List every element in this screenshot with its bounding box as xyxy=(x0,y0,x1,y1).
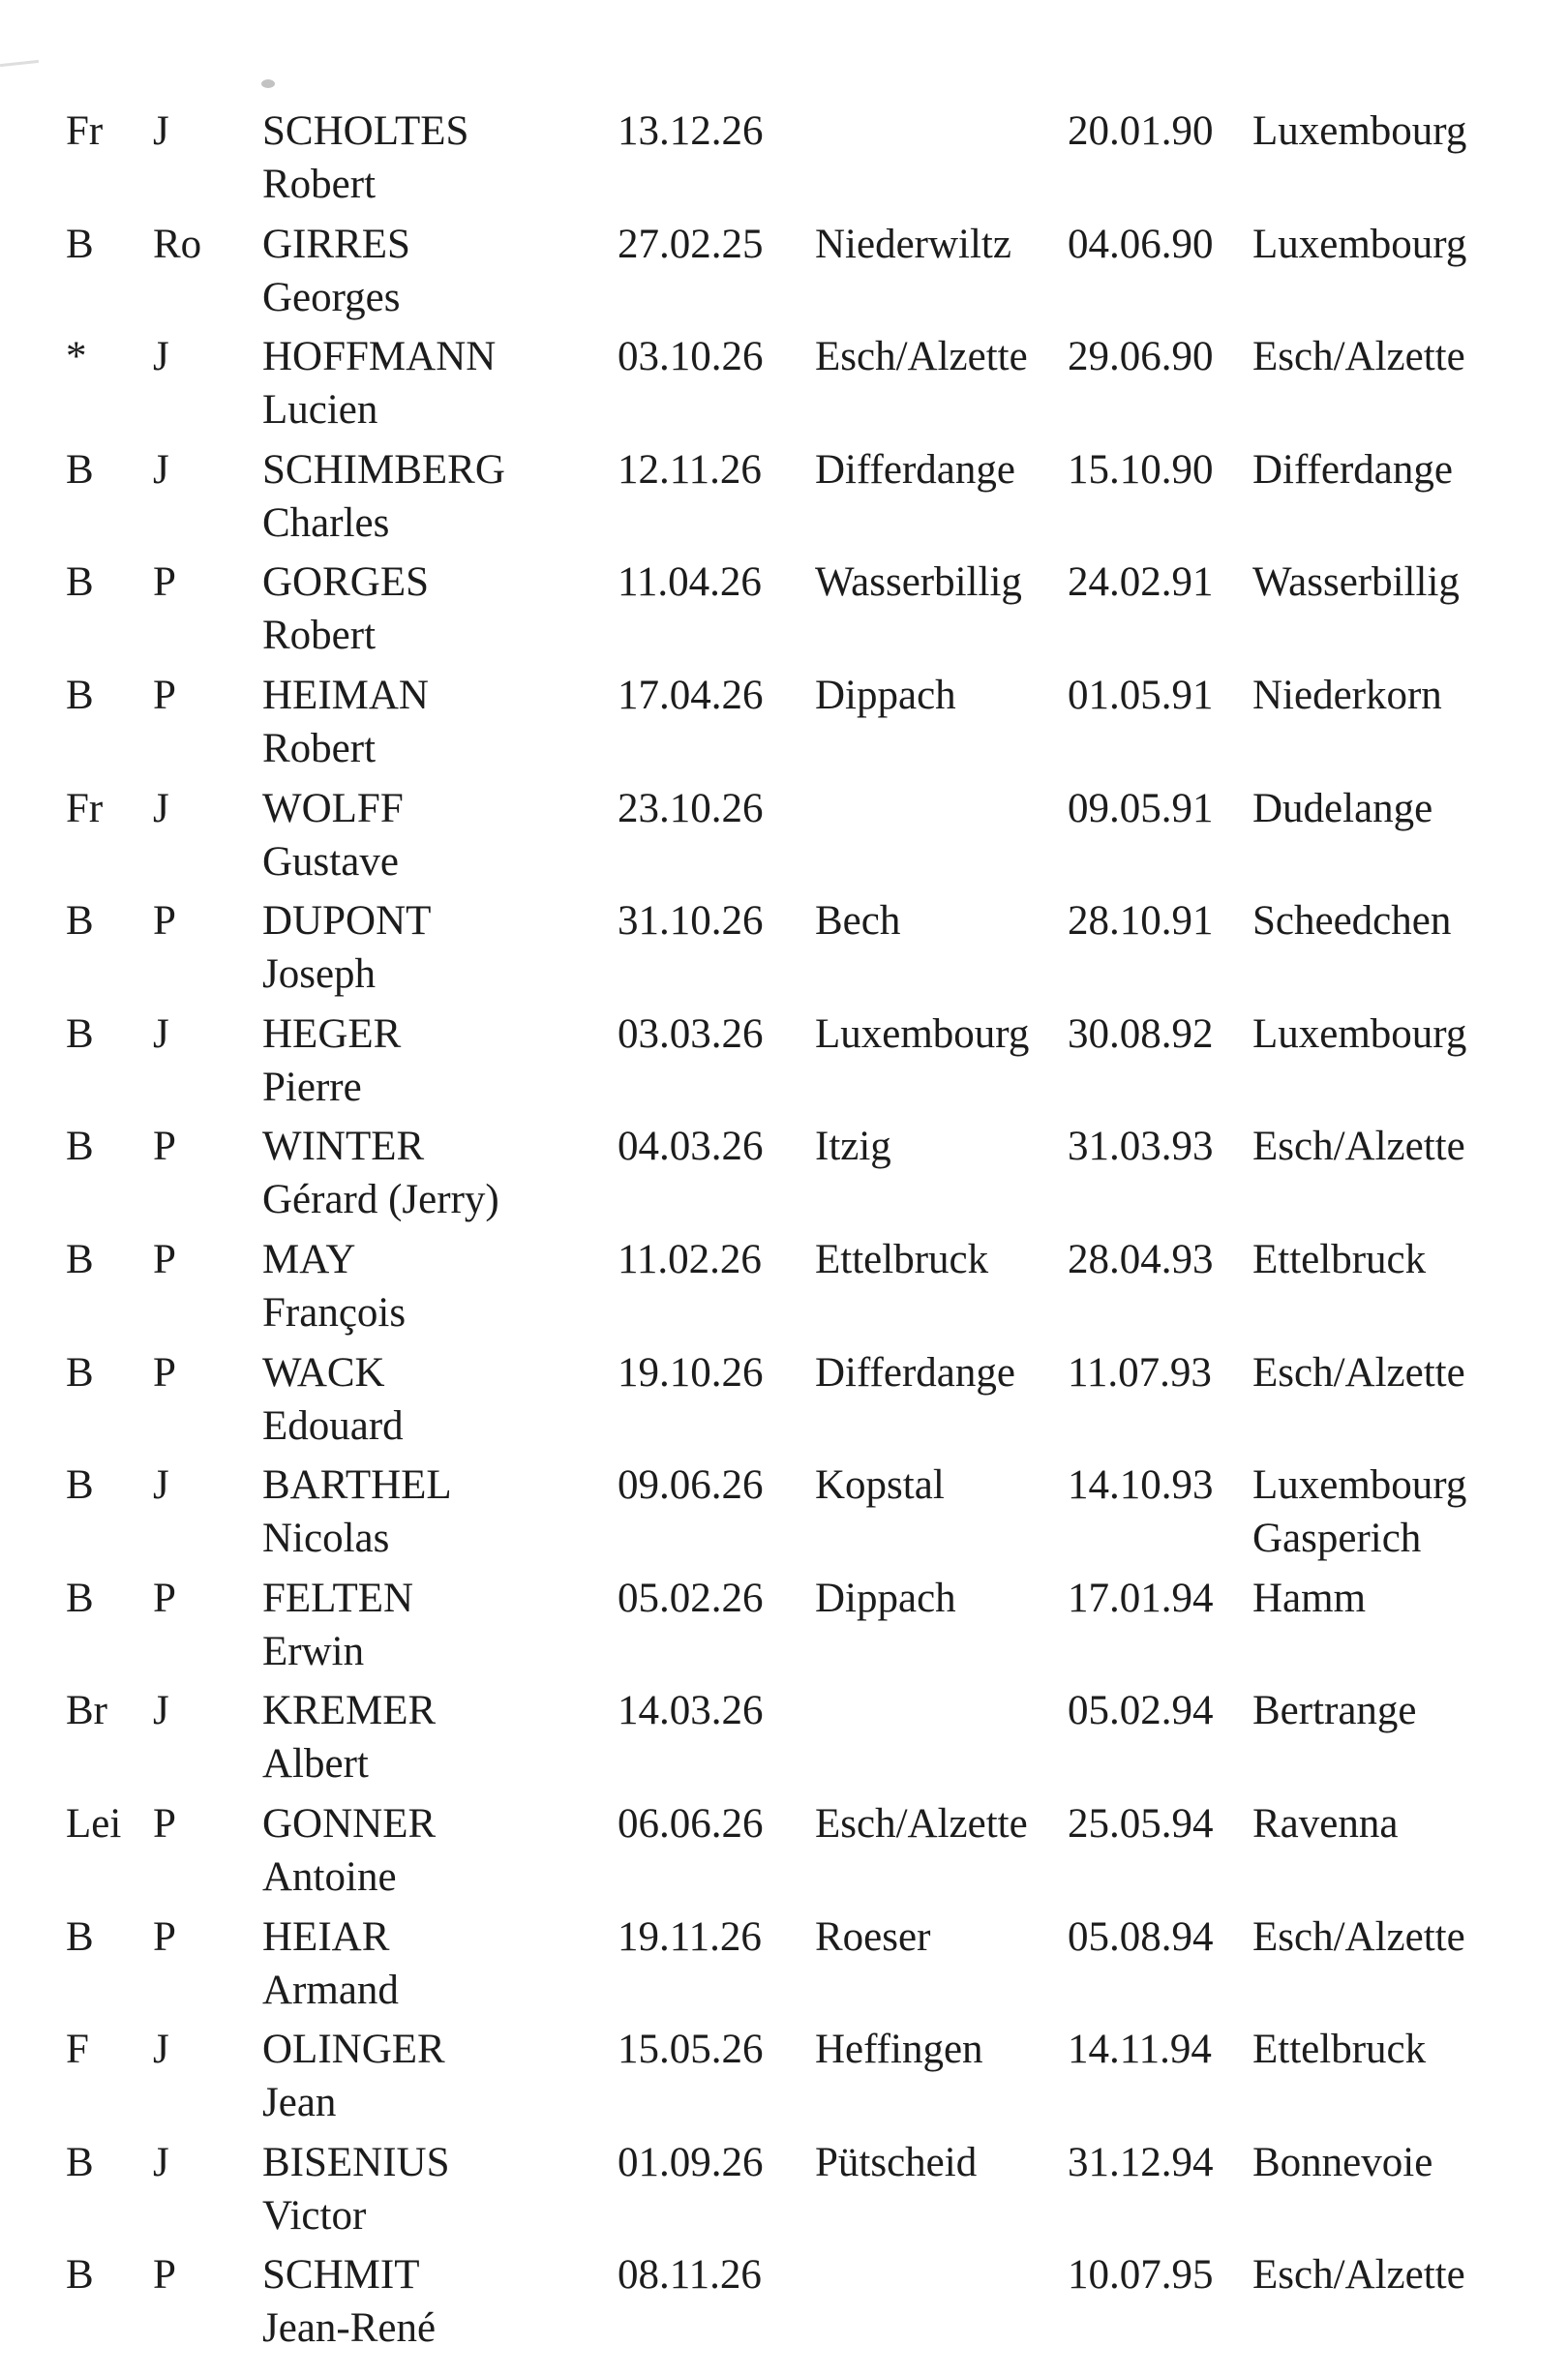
entry-firstname: Jean xyxy=(262,2080,337,2126)
entry-role: J xyxy=(153,446,169,493)
entry-role: J xyxy=(153,2027,169,2073)
entry-birth-date: 09.06.26 xyxy=(618,1462,764,1509)
entry-code: B xyxy=(66,673,94,718)
entry-code: B xyxy=(66,559,94,606)
entry-death-date: 14.10.93 xyxy=(1068,1462,1214,1509)
entry-surname: WACK xyxy=(262,1349,385,1396)
entry-firstname: Jean-René xyxy=(262,2305,437,2352)
record-row xyxy=(0,218,1568,330)
entry-firstname: Joseph xyxy=(262,951,377,998)
entry-birth-place: Dippach xyxy=(815,1575,956,1621)
entry-firstname: Erwin xyxy=(262,1628,365,1674)
entry-firstname: Lucien xyxy=(262,387,378,434)
entry-death-date: 30.08.92 xyxy=(1068,1010,1214,1057)
entry-code: Br xyxy=(66,1688,107,1734)
record-row xyxy=(0,556,1568,668)
entry-death-date: 20.01.90 xyxy=(1068,108,1214,154)
entry-firstname: Albert xyxy=(262,1741,369,1788)
entry-firstname: Gustave xyxy=(262,838,399,885)
entry-birth-date: 12.11.26 xyxy=(618,446,762,493)
entry-death-place: Ettelbruck xyxy=(1252,2027,1427,2073)
entry-code: B xyxy=(66,2139,94,2185)
record-row xyxy=(0,1233,1568,1345)
entry-death-place: Ettelbruck xyxy=(1252,1237,1427,1282)
entry-birth-place: Niederwiltz xyxy=(815,221,1011,267)
record-row xyxy=(0,1346,1568,1459)
entry-firstname: Georges xyxy=(262,274,401,320)
entry-death-place: Dudelange xyxy=(1252,785,1433,831)
entry-code: B xyxy=(66,1575,94,1621)
entry-firstname: Robert xyxy=(262,613,377,659)
entry-birth-place: Differdange xyxy=(815,446,1015,493)
entry-code: B xyxy=(66,221,94,267)
entry-code: * xyxy=(66,334,87,380)
entry-death-place: Esch/Alzette xyxy=(1252,1124,1465,1170)
entry-surname: GORGES xyxy=(262,559,430,606)
entry-surname: BARTHEL xyxy=(262,1462,452,1509)
entry-birth-place: Pütscheid xyxy=(815,2139,978,2185)
record-row xyxy=(0,1008,1568,1120)
entry-birth-date: 23.10.26 xyxy=(618,785,764,831)
entry-death-place: Bertrange xyxy=(1252,1688,1417,1734)
entry-firstname: Victor xyxy=(262,2192,367,2239)
entry-death-place: Esch/Alzette xyxy=(1252,1913,1465,1960)
record-row xyxy=(0,330,1568,442)
entry-role: P xyxy=(153,559,176,606)
entry-death-date: 10.07.95 xyxy=(1068,2252,1214,2299)
entry-code: B xyxy=(66,1124,94,1170)
record-row xyxy=(0,1120,1568,1232)
record-row xyxy=(0,894,1568,1007)
entry-surname: WINTER xyxy=(262,1124,425,1170)
entry-code: B xyxy=(66,1913,94,1960)
entry-firstname: Armand xyxy=(262,1967,399,2013)
entry-birth-date: 03.10.26 xyxy=(618,334,764,380)
entry-death-date: 01.05.91 xyxy=(1068,673,1214,718)
entry-role: P xyxy=(153,1801,176,1847)
entry-code: Fr xyxy=(66,108,104,154)
entry-death-place: Luxembourg xyxy=(1252,221,1467,267)
entry-firstname: Antoine xyxy=(262,1854,397,1900)
entry-birth-date: 13.12.26 xyxy=(618,108,764,154)
record-row xyxy=(0,669,1568,781)
entry-birth-date: 08.11.26 xyxy=(618,2252,762,2299)
entry-role: Ro xyxy=(153,221,202,267)
entry-death-place: Wasserbillig xyxy=(1252,559,1460,606)
entry-death-date: 15.10.90 xyxy=(1068,446,1214,493)
entry-birth-date: 19.11.26 xyxy=(618,1913,762,1960)
entry-birth-place: Heffingen xyxy=(815,2027,983,2073)
entry-death-date: 04.06.90 xyxy=(1068,221,1214,267)
entry-code: B xyxy=(66,1462,94,1509)
entry-birth-place: Esch/Alzette xyxy=(815,334,1028,380)
entry-death-place: Niederkorn xyxy=(1252,673,1442,718)
entry-birth-date: 11.04.26 xyxy=(618,559,762,606)
entry-death-place: Esch/Alzette xyxy=(1252,1349,1465,1396)
entry-death-date: 05.02.94 xyxy=(1068,1688,1214,1734)
entry-role: P xyxy=(153,1913,176,1960)
entry-birth-date: 27.02.25 xyxy=(618,221,764,267)
entry-death-place: Esch/Alzette xyxy=(1252,334,1465,380)
entry-code: B xyxy=(66,1237,94,1282)
entry-birth-place: Esch/Alzette xyxy=(815,1801,1028,1847)
entry-death-date: 05.08.94 xyxy=(1068,1913,1214,1960)
entry-birth-place: Itzig xyxy=(815,1124,891,1170)
entry-birth-place: Dippach xyxy=(815,673,956,718)
entry-role: J xyxy=(153,108,169,154)
entry-surname: DUPONT xyxy=(262,898,432,945)
entry-birth-date: 06.06.26 xyxy=(618,1801,764,1847)
entry-role: J xyxy=(153,1010,169,1057)
entry-code: B xyxy=(66,1010,94,1057)
entry-death-place-2: Gasperich xyxy=(1252,1516,1422,1562)
entry-death-place: Differdange xyxy=(1252,446,1453,493)
entry-birth-date: 17.04.26 xyxy=(618,673,764,718)
entry-surname: HEIMAN xyxy=(262,673,429,718)
entry-code: Fr xyxy=(66,785,104,831)
entry-surname: FELTEN xyxy=(262,1575,414,1621)
entry-birth-place: Kopstal xyxy=(815,1462,945,1509)
entry-birth-date: 04.03.26 xyxy=(618,1124,764,1170)
entry-death-date: 28.10.91 xyxy=(1068,898,1214,945)
entry-surname: BISENIUS xyxy=(262,2139,450,2185)
entry-birth-place: Roeser xyxy=(815,1913,931,1960)
entry-death-date: 28.04.93 xyxy=(1068,1237,1214,1282)
entry-code: B xyxy=(66,1349,94,1396)
entry-death-date: 25.05.94 xyxy=(1068,1801,1214,1847)
entry-role: P xyxy=(153,1124,176,1170)
entry-firstname: Charles xyxy=(262,499,390,546)
entry-code: B xyxy=(66,446,94,493)
entry-death-place: Ravenna xyxy=(1252,1801,1399,1847)
entry-birth-date: 19.10.26 xyxy=(618,1349,764,1396)
entry-firstname: Edouard xyxy=(262,1402,404,1449)
entry-surname: GONNER xyxy=(262,1801,437,1847)
entry-death-place: Hamm xyxy=(1252,1575,1367,1621)
entry-death-date: 31.03.93 xyxy=(1068,1124,1214,1170)
entry-birth-place: Bech xyxy=(815,898,901,945)
entry-death-place: Luxembourg xyxy=(1252,1010,1467,1057)
entry-surname: HEGER xyxy=(262,1010,402,1057)
entry-firstname: Robert xyxy=(262,726,377,771)
entry-death-place: Scheedchen xyxy=(1252,898,1452,945)
entry-birth-date: 03.03.26 xyxy=(618,1010,764,1057)
entry-birth-date: 11.02.26 xyxy=(618,1237,762,1282)
record-row xyxy=(0,1797,1568,1910)
entry-death-date: 11.07.93 xyxy=(1068,1349,1212,1396)
entry-firstname: François xyxy=(262,1290,407,1336)
entry-surname: OLINGER xyxy=(262,2027,445,2073)
entry-death-place: Luxembourg xyxy=(1252,1462,1467,1509)
record-row xyxy=(0,1459,1568,1571)
entry-role: P xyxy=(153,1575,176,1621)
entry-firstname: Pierre xyxy=(262,1064,362,1110)
entry-death-date: 14.11.94 xyxy=(1068,2027,1212,2073)
entry-surname: SCHMIT xyxy=(262,2252,420,2299)
entry-role: P xyxy=(153,673,176,718)
entry-role: J xyxy=(153,785,169,831)
entry-surname: HEIAR xyxy=(262,1913,390,1960)
record-row xyxy=(0,1684,1568,1796)
entry-surname: KREMER xyxy=(262,1688,437,1734)
entry-birth-place: Differdange xyxy=(815,1349,1015,1396)
entry-code: Lei xyxy=(66,1801,122,1847)
entry-birth-date: 05.02.26 xyxy=(618,1575,764,1621)
entry-death-place: Luxembourg xyxy=(1252,108,1467,154)
entry-birth-place: Ettelbruck xyxy=(815,1237,989,1282)
entry-firstname: Robert xyxy=(262,162,377,207)
record-row xyxy=(0,443,1568,556)
entry-birth-date: 01.09.26 xyxy=(618,2139,764,2185)
record-row xyxy=(0,2248,1568,2361)
entry-birth-place: Wasserbillig xyxy=(815,559,1022,606)
record-row xyxy=(0,105,1568,217)
entry-birth-date: 31.10.26 xyxy=(618,898,764,945)
record-row xyxy=(0,2023,1568,2135)
record-row xyxy=(0,1910,1568,2023)
entry-role: P xyxy=(153,1349,176,1396)
entry-surname: SCHOLTES xyxy=(262,108,469,154)
record-row xyxy=(0,1572,1568,1684)
scan-mark xyxy=(0,60,39,67)
entry-death-place: Esch/Alzette xyxy=(1252,2252,1465,2299)
entry-code: B xyxy=(66,2252,94,2299)
entry-surname: MAY xyxy=(262,1237,356,1282)
entry-firstname: Nicolas xyxy=(262,1516,390,1562)
entry-code: B xyxy=(66,898,94,945)
entry-death-place: Bonnevoie xyxy=(1252,2139,1433,2185)
entry-role: J xyxy=(153,2139,169,2185)
entry-death-date: 29.06.90 xyxy=(1068,334,1214,380)
entry-surname: SCHIMBERG xyxy=(262,446,505,493)
entry-firstname: Gérard (Jerry) xyxy=(262,1177,499,1223)
entry-death-date: 24.02.91 xyxy=(1068,559,1214,606)
entry-surname: HOFFMANN xyxy=(262,334,497,380)
entry-birth-date: 15.05.26 xyxy=(618,2027,764,2073)
entry-role: P xyxy=(153,898,176,945)
entry-surname: GIRRES xyxy=(262,221,410,267)
entry-birth-date: 14.03.26 xyxy=(618,1688,764,1734)
entry-death-date: 31.12.94 xyxy=(1068,2139,1214,2185)
entry-death-date: 09.05.91 xyxy=(1068,785,1214,831)
entry-code: F xyxy=(66,2027,89,2073)
entry-role: J xyxy=(153,1688,169,1734)
entry-role: J xyxy=(153,334,169,380)
entry-death-date: 17.01.94 xyxy=(1068,1575,1214,1621)
record-row xyxy=(0,782,1568,894)
entry-birth-place: Luxembourg xyxy=(815,1010,1030,1057)
entry-role: P xyxy=(153,2252,176,2299)
scan-speck xyxy=(261,79,275,88)
entry-role: P xyxy=(153,1237,176,1282)
entry-surname: WOLFF xyxy=(262,785,404,831)
record-row xyxy=(0,2136,1568,2248)
entry-role: J xyxy=(153,1462,169,1509)
